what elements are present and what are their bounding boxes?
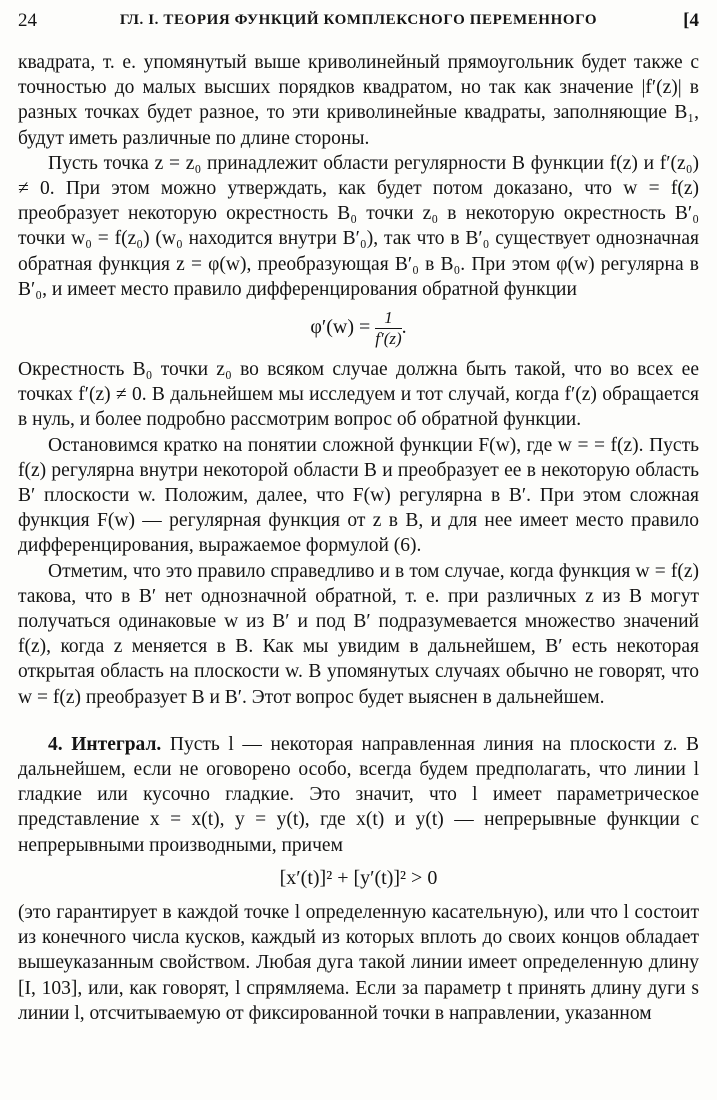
formula-trail: .	[401, 316, 407, 339]
paragraph-6-text: Пусть l — некоторая направленная линия на плоскости z. В дальнейшем, если не оговорено особо, всегда будем предполагать, что линии l гладкие или кусочно гладкие. Это значит, что l имеет параметрическое представление x = x(t), y = y(t), где x(t) и y(t) — непрерывные функции с непрерывными производными, причем	[18, 733, 699, 856]
formula-fraction	[375, 308, 401, 349]
paragraph-3: Окрестность B₀ точки z₀ во всяком случае должна быть такой, что во всех ее точках f′(z) ≠ 0. В дальнейшем мы исследуем и тот случай, когда f′(z) обращается в нуль, и более подробно рассмотрим вопрос об обратной функции.	[18, 359, 699, 431]
formula-smoothness: [x′(t)]² + [y′(t)]² > 0	[279, 866, 438, 889]
paragraph-7: (это гарантирует в каждой точке l определенную касательную), или что l состоит из конечного числа кусков, каждый из которых вплоть до своих концов обладает вышеуказанным свойством. Любая дуга такой линии имеет определенную длину [I, 103], или, как говорят, l спрямляема. Если за параметр t принять длину дуги s линии l, отсчитываемую от фиксированной точки в направлении, указанном	[18, 901, 699, 1024]
section-number: [4	[683, 10, 699, 31]
page-body	[18, 50, 699, 1026]
page-header	[18, 10, 699, 38]
page-number: 24	[18, 10, 37, 31]
section-4-title: 4. Интеграл.	[48, 733, 162, 755]
paragraph-4: Остановимся кратко на понятии сложной функции F(w), где w = = f(z). Пусть f(z) регулярна внутри некоторой области B и преобразует ее в некоторую область B′ плоскости w. Положим, далее, что F(w) регулярна в B′. При этом сложная функция F(w) — регулярная функция от z в B, и для нее имеет место правило дифференцирования, выражаемое формулой (6).	[18, 434, 699, 557]
paragraph-5: Отметим, что это правило справедливо и в том случае, когда функция w = f(z) такова, что в B′ нет однозначной обратной, т. е. при различных z из B могут получаться одинаковые w из B′ и под B′ подразумевается множество значений f(z), когда z меняется в B. Как мы увидим в дальнейшем, B′ есть некоторая открытая область на плоскости w. В упомянутых случаях обычно не говорят, что w = f(z) преобразует B и B′. Этот вопрос будет выяснен в дальнейшем.	[18, 560, 699, 708]
fraction-numerator: 1	[375, 308, 401, 329]
formula-inverse-derivative	[18, 308, 699, 349]
paragraph-2: Пусть точка z = z₀ принадлежит области регулярности B функции f(z) и f′(z₀) ≠ 0. При этом можно утверждать, как будет потом доказано, что w = f(z) преобразует некоторую окрестность B₀ точки z₀ в некоторую окрестность B′₀ точки w₀ = f(z₀) (w₀ находится внутри B′₀), так что в B′₀ существует однозначная обратная функция z = φ(w), преобразующая B′₀ в B₀. При этом φ(w) регулярна в B′₀, и имеет место правило дифференцирования обратной функции	[18, 152, 699, 300]
formula-lhs: φ′(w) =	[310, 316, 371, 339]
paragraph-6	[18, 732, 699, 858]
paragraph-1: квадрата, т. е. упомянутый выше криволинейный прямоугольник будет также с точностью до малых высших порядков квадратом, но так как значение |f′(z)| в разных точках будет разное, то эти криволинейные квадраты, заполняющие B₁, будут иметь различные по длине стороны.	[18, 52, 699, 149]
section-gap	[18, 710, 699, 732]
fraction-denominator: f′(z)	[375, 329, 402, 349]
running-title: ГЛ. I. ТЕОРИЯ ФУНКЦИЙ КОМПЛЕКСНОГО ПЕРЕМЕННОГО	[119, 12, 598, 28]
